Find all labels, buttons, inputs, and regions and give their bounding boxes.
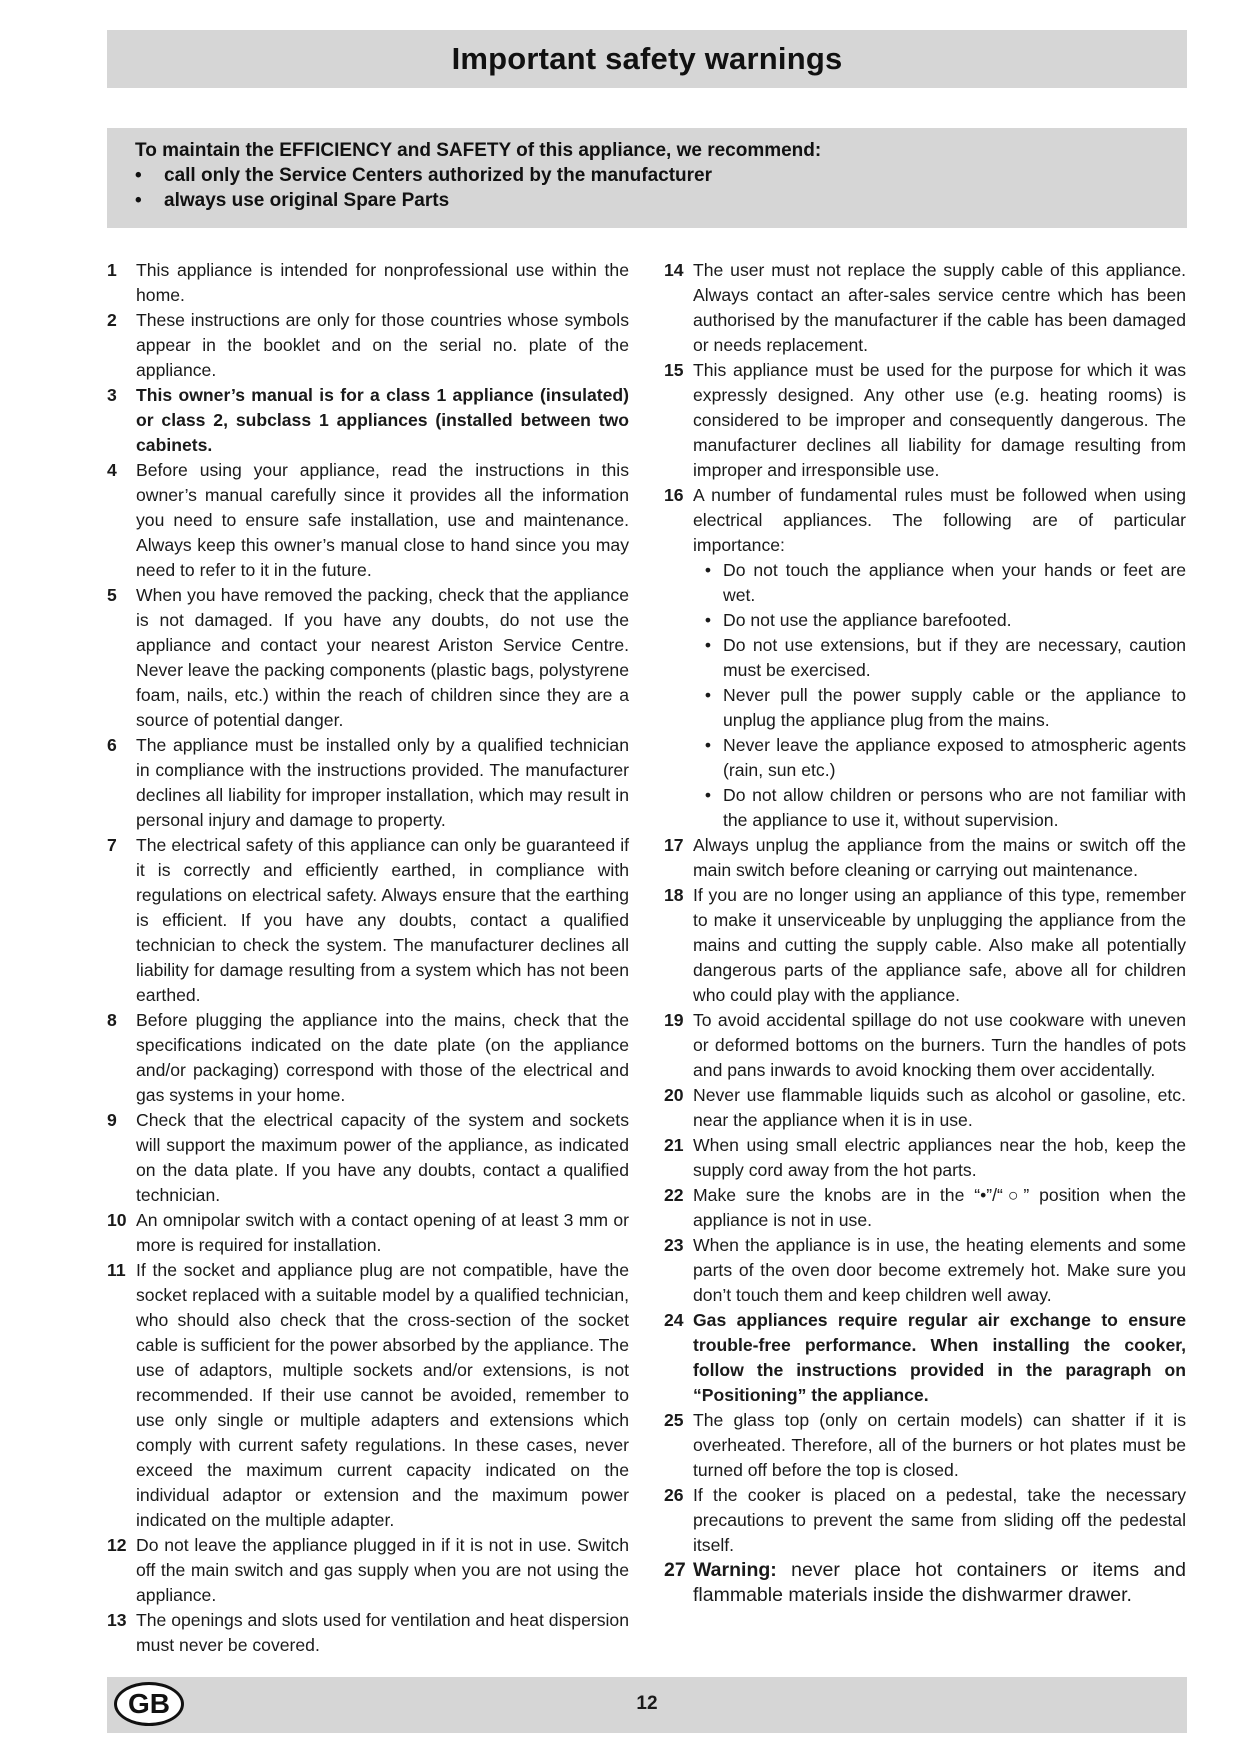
item-text: The appliance must be installed only by a qualified technician in compliance with the instructions provided. The manufacturer declines all liability for improper installation, which may result in personal injury and damage to property. <box>136 735 629 830</box>
item-text: never place hot containers or items and flammable materials inside the dishwarmer drawer. <box>693 1559 1186 1606</box>
recommendation-item <box>135 163 1187 188</box>
sub-list-item <box>693 783 1186 833</box>
warning-item <box>664 1133 1186 1183</box>
item-number: 26 <box>664 1485 684 1505</box>
sub-list-item <box>693 633 1186 683</box>
bullet-icon: • <box>135 190 142 211</box>
item-number: 17 <box>664 835 684 855</box>
sub-item-text: Never leave the appliance exposed to atmospheric agents (rain, sun etc.) <box>723 735 1186 780</box>
item-number: 13 <box>107 1610 127 1630</box>
warning-item <box>664 1558 1186 1608</box>
bullet-icon: • <box>704 685 712 705</box>
page-title: Important safety warnings <box>451 41 843 76</box>
warning-item <box>107 1608 629 1658</box>
recommendation-text: always use original Spare Parts <box>164 190 450 211</box>
item-number: 7 <box>107 835 117 855</box>
item-number: 2 <box>107 310 117 330</box>
item-text: The glass top (only on certain models) can shatter if it is overheated. Therefore, all of the burners or hot plates must be turned off before the top is closed. <box>693 1410 1186 1480</box>
bullet-icon: • <box>704 785 712 805</box>
warning-item <box>107 833 629 1008</box>
warning-item <box>664 1083 1186 1133</box>
country-badge: GB <box>114 1682 184 1726</box>
item-text: Do not leave the appliance plugged in if it is not in use. Switch off the main switch and gas supply when you are not using the appliance. <box>136 1535 629 1605</box>
item-text: An omnipolar switch with a contact opening of at least 3 mm or more is required for installation. <box>136 1210 629 1255</box>
item-number: 14 <box>664 260 684 280</box>
warning-item <box>107 1108 629 1208</box>
sub-item-text: Do not allow children or persons who are not familiar with the appliance to use it, without supervision. <box>723 785 1186 830</box>
item-number: 3 <box>107 385 117 405</box>
sub-item-text: Do not use extensions, but if they are necessary, caution must be exercised. <box>723 635 1186 680</box>
item-number: 20 <box>664 1085 684 1105</box>
sub-item-text: Do not touch the appliance when your hands or feet are wet. <box>723 560 1186 605</box>
warnings-column-left <box>107 258 629 1658</box>
bullet-icon: • <box>704 635 712 655</box>
item-text: When you have removed the packing, check that the appliance is not damaged. If you have any doubts, do not use the appliance and contact your nearest Ariston Service Centre. Never leave the packing components (plastic bags, polystyrene foam, nails, etc.) within the reach of children since they are a source of potential danger. <box>136 585 629 730</box>
sub-list-item <box>693 558 1186 608</box>
warning-item <box>107 1008 629 1108</box>
warning-item <box>107 583 629 733</box>
item-number: 21 <box>664 1135 684 1155</box>
warning-item <box>107 308 629 383</box>
item-text: To avoid accidental spillage do not use cookware with uneven or deformed bottoms on the burners. Turn the handles of pots and pans inwards to avoid knocking them over accidentally. <box>693 1010 1186 1080</box>
warning-item <box>107 383 629 458</box>
item-number: 27 <box>664 1559 686 1581</box>
item-number: 15 <box>664 360 684 380</box>
item-number: 4 <box>107 460 117 480</box>
item-text: Gas appliances require regular air exchange to ensure trouble-free performance. When installing the cooker, follow the instructions provided in the paragraph on “Positioning” the appliance. <box>693 1310 1186 1405</box>
item-text: Always unplug the appliance from the mains or switch off the main switch before cleaning or carrying out maintenance. <box>693 835 1186 880</box>
item-text: The electrical safety of this appliance can only be guaranteed if it is correctly and efficiently earthed, in compliance with regulations on electrical safety. Always ensure that the earthing is efficient. If you have any doubts, contact a qualified technician to check the system. The manufacturer declines all liability for damage resulting from a system which has not been earthed. <box>136 835 629 1005</box>
item-number: 11 <box>107 1260 126 1280</box>
warning-item <box>107 733 629 833</box>
bullet-icon: • <box>704 560 712 580</box>
item-text: This appliance must be used for the purpose for which it was expressly designed. Any other use (e.g. heating rooms) is considered to be improper and consequently dangerous. The manufacturer declines all liability for damage resulting from improper and irresponsible use. <box>693 360 1186 480</box>
warning-item <box>664 883 1186 1008</box>
item-text: If the socket and appliance plug are not compatible, have the socket replaced with a suitable model by a qualified technician, who should also check that the cross-section of the socket cable is sufficient for the power absorbed by the appliance. The use of adaptors, multiple sockets and/or extensions, is not recommended. If their use cannot be avoided, remember to use only single or multiple adapters and extensions which comply with current safety regulations. In these cases, never exceed the maximum current capacity indicated on the individual adaptor or extension and the maximum power indicated on the multiple adapter. <box>136 1260 629 1530</box>
warning-item <box>107 458 629 583</box>
warning-item <box>664 833 1186 883</box>
sub-item-text: Never pull the power supply cable or the appliance to unplug the appliance plug from the mains. <box>723 685 1186 730</box>
item-text: If you are no longer using an appliance of this type, remember to make it unserviceable by unplugging the appliance from the mains and cutting the supply cable. Also make all potentially dangerous parts of the appliance safe, above all for children who could play with the appliance. <box>693 885 1186 1005</box>
item-number: 1 <box>107 260 117 280</box>
recommendation-text: call only the Service Centers authorized by the manufacturer <box>164 165 712 186</box>
warning-item <box>664 1233 1186 1308</box>
item-text: Check that the electrical capacity of the system and sockets will support the maximum power of the appliance, as indicated on the data plate. If you have any doubts, contact a qualified technician. <box>136 1110 629 1205</box>
bullet-icon: • <box>135 165 142 186</box>
warning-item <box>664 258 1186 358</box>
recommendation-item <box>135 188 1187 213</box>
item-number: 5 <box>107 585 117 605</box>
warning-item <box>107 1208 629 1258</box>
item-number: 10 <box>107 1210 127 1230</box>
item-text: When the appliance is in use, the heating elements and some parts of the oven door become extremely hot. Make sure you don’t touch them and keep children well away. <box>693 1235 1186 1305</box>
warning-item <box>664 358 1186 483</box>
page-number: 12 <box>636 1693 658 1714</box>
item-text: This appliance is intended for nonprofessional use within the home. <box>136 260 629 305</box>
item-number: 8 <box>107 1010 117 1030</box>
item-text: These instructions are only for those countries whose symbols appear in the booklet and on the serial no. plate of the appliance. <box>136 310 629 380</box>
item-number: 9 <box>107 1110 117 1130</box>
item-number: 18 <box>664 885 684 905</box>
warning-item <box>107 1533 629 1608</box>
recommendation-intro: To maintain the EFFICIENCY and SAFETY of this appliance, we recommend: <box>135 140 822 161</box>
item-number: 23 <box>664 1235 684 1255</box>
item-text: The openings and slots used for ventilation and heat dispersion must never be covered. <box>136 1610 629 1655</box>
warning-item <box>664 1483 1186 1558</box>
item-number: 16 <box>664 485 684 505</box>
sub-list-item <box>693 608 1186 633</box>
item-text: Before plugging the appliance into the mains, check that the specifications indicated on the date plate (on the appliance and/or packaging) correspond with those of the electrical and gas systems in your home. <box>136 1010 629 1105</box>
item-number: 6 <box>107 735 117 755</box>
item-text: A number of fundamental rules must be followed when using electrical appliances. The following are of particular importance: <box>693 485 1186 555</box>
sub-list-item <box>693 683 1186 733</box>
warning-item <box>664 1408 1186 1483</box>
item-text: Never use flammable liquids such as alcohol or gasoline, etc. near the appliance when it is in use. <box>693 1085 1186 1130</box>
item-text: When using small electric appliances near the hob, keep the supply cord away from the hot parts. <box>693 1135 1186 1180</box>
item-text: Make sure the knobs are in the “•”/“○” position when the appliance is not in use. <box>693 1185 1186 1230</box>
warning-item <box>664 1308 1186 1408</box>
item-text: If the cooker is placed on a pedestal, take the necessary precautions to prevent the same from sliding off the pedestal itself. <box>693 1485 1186 1555</box>
recommendation-box <box>107 128 1187 228</box>
item-number: 22 <box>664 1185 684 1205</box>
sub-list-item <box>693 733 1186 783</box>
item-number: 24 <box>664 1310 684 1330</box>
warning-item <box>107 258 629 308</box>
bullet-icon: • <box>704 610 712 630</box>
title-bar <box>107 30 1187 88</box>
warning-item <box>664 1183 1186 1233</box>
item-number: 25 <box>664 1410 684 1430</box>
item-text: This owner’s manual is for a class 1 appliance (insulated) or class 2, subclass 1 appliances (installed between two cabinets. <box>136 385 629 455</box>
item-text: Before using your appliance, read the instructions in this owner’s manual carefully since it provides all the information you need to ensure safe installation, use and maintenance. Always keep this owner’s manual close to hand since you may need to refer to it in the future. <box>136 460 629 580</box>
item-number: 12 <box>107 1535 127 1555</box>
warning-lead: Warning: <box>693 1559 777 1581</box>
warnings-column-right <box>664 258 1186 1608</box>
bullet-icon: • <box>704 735 712 755</box>
sub-item-text: Do not use the appliance barefooted. <box>723 610 1012 630</box>
footer-bar <box>107 1677 1187 1733</box>
warning-item <box>107 1258 629 1533</box>
item-number: 19 <box>664 1010 684 1030</box>
warning-item <box>664 1008 1186 1083</box>
item-text: The user must not replace the supply cable of this appliance. Always contact an after-sales service centre which has been authorised by the manufacturer if the cable has been damaged or needs replacement. <box>693 260 1186 355</box>
warning-item <box>664 483 1186 833</box>
